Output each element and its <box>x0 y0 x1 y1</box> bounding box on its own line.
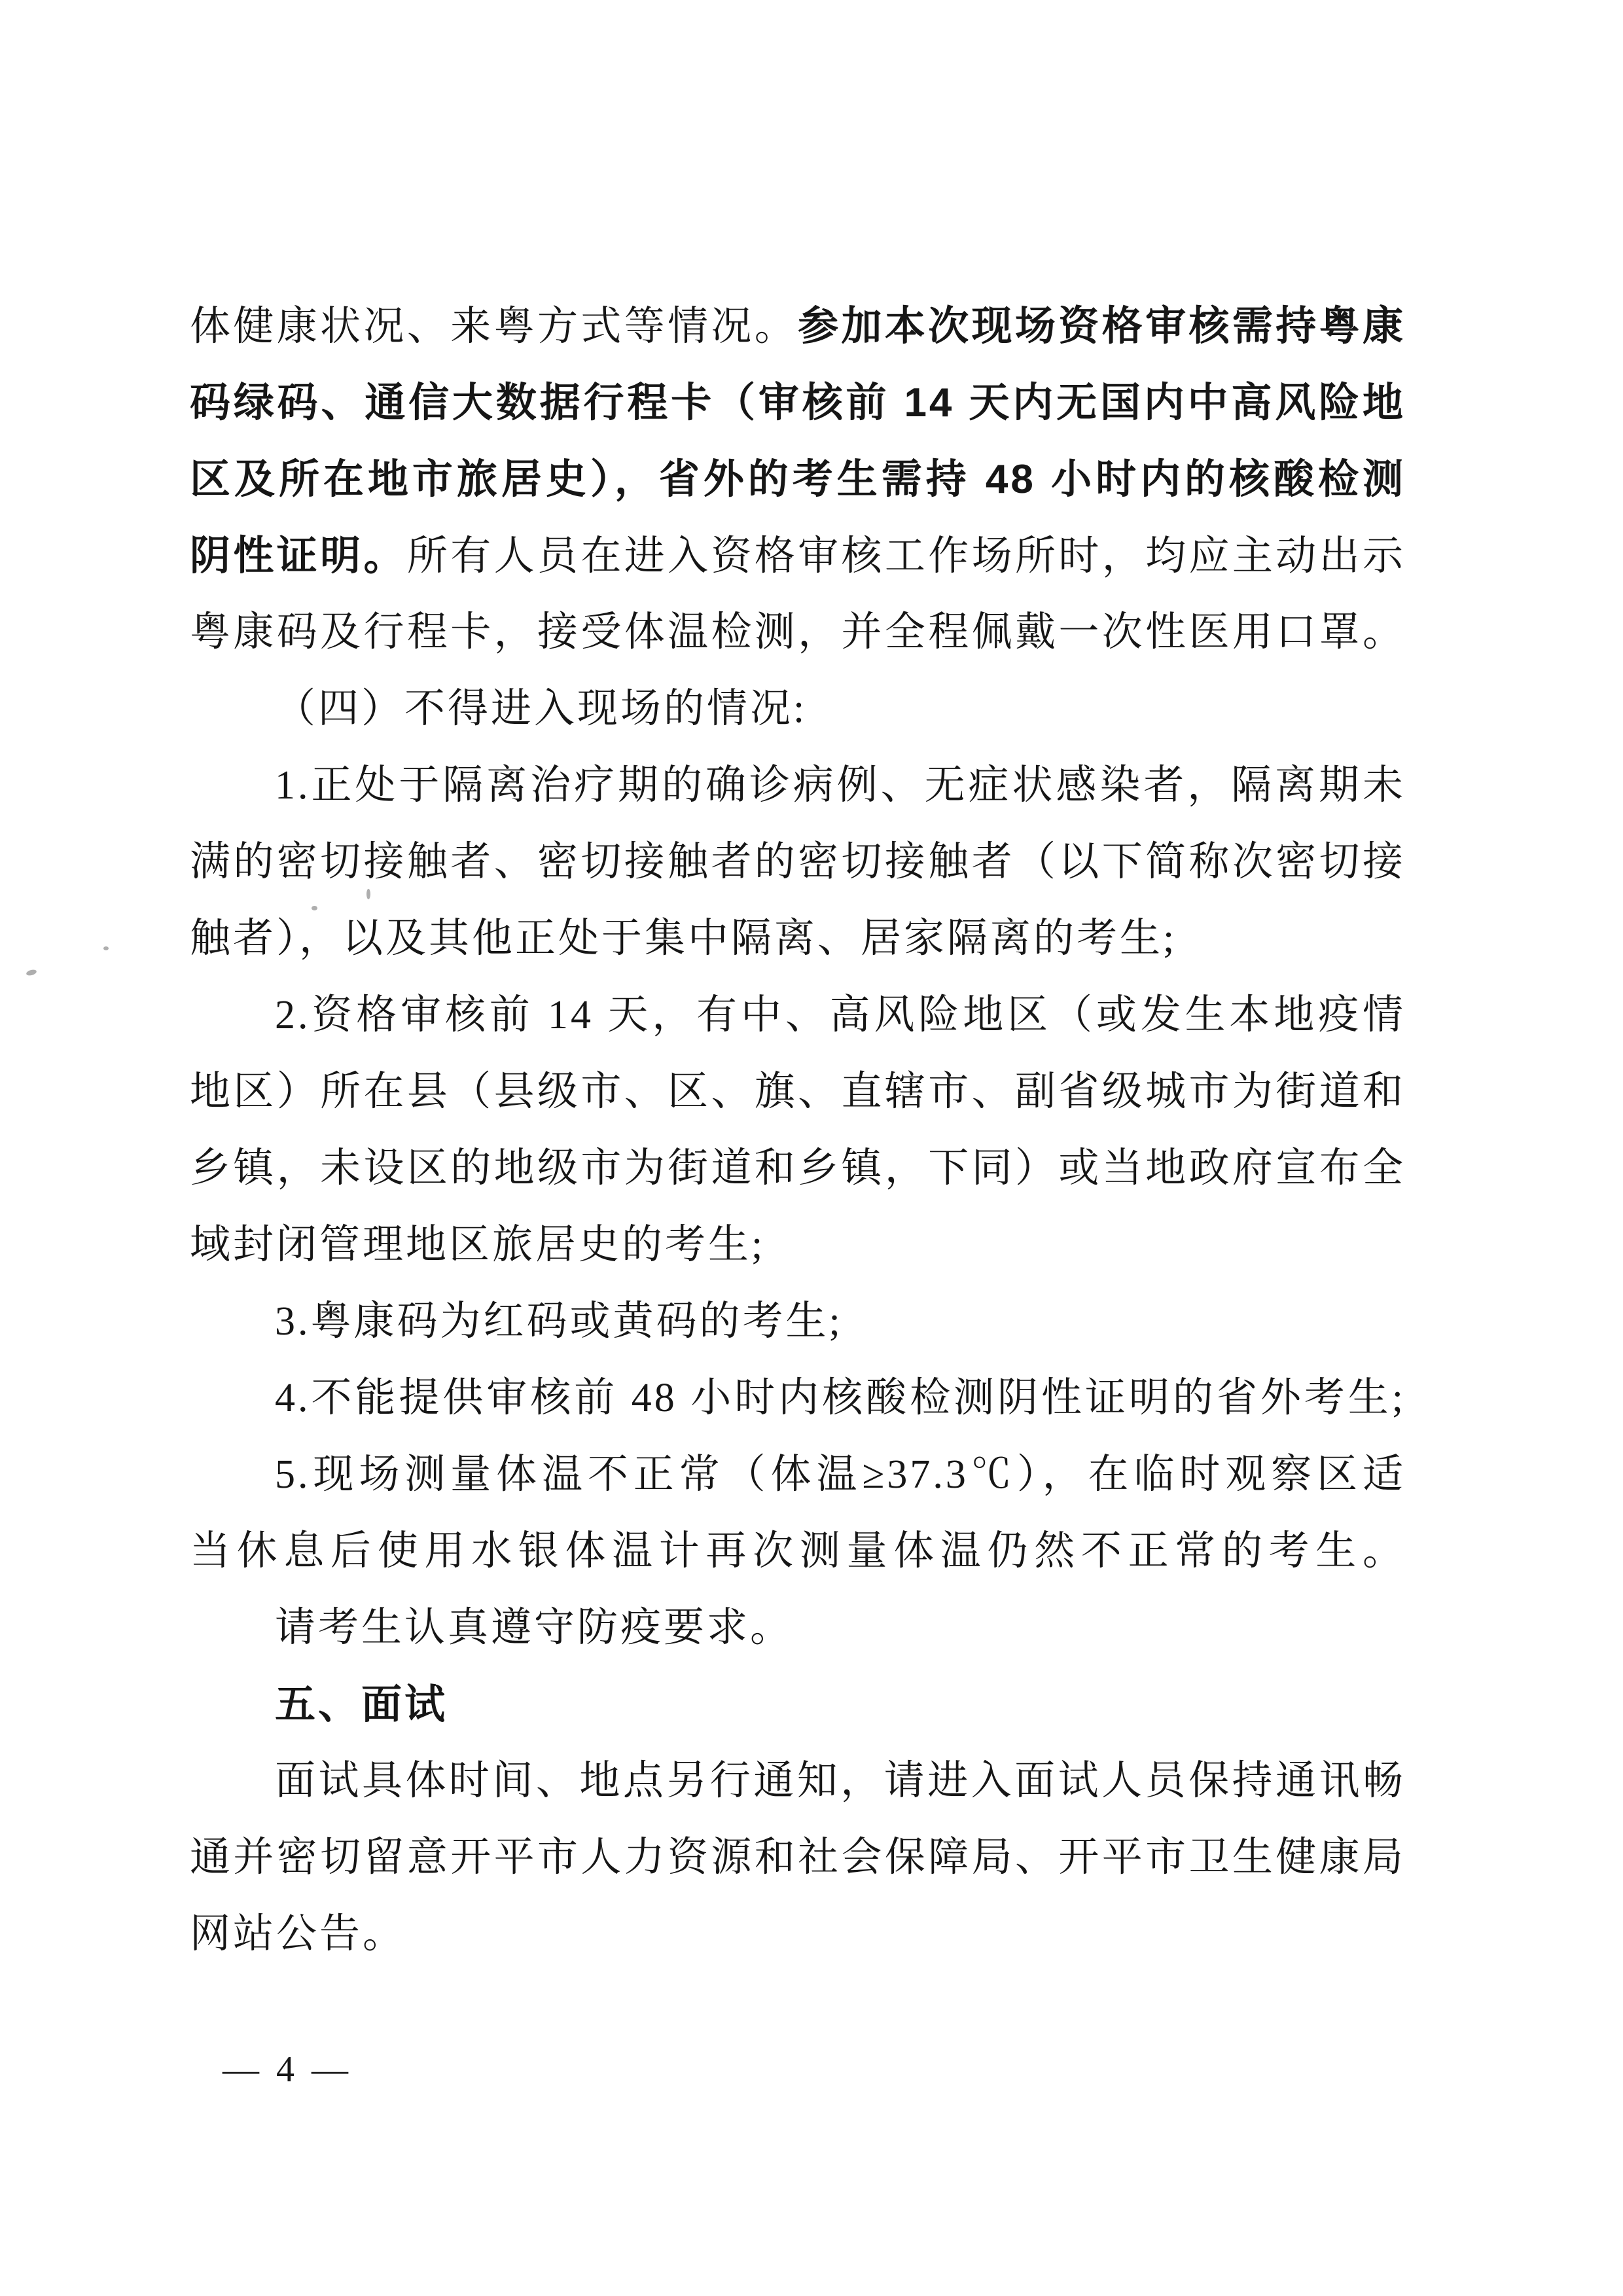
text-run: 1.正处于隔离治疗期的确诊病例、无症状感染者，隔离期未 <box>275 763 1406 808</box>
bold-text-run: 阴性证明。 <box>190 533 407 579</box>
text-run: 3.粤康码为红码或黄码的考生; <box>275 1299 843 1344</box>
text-line-14 <box>190 1283 1406 1360</box>
text-run: 5.现场测量体温不正常（体温≥37.3℃），在临时观察区适 <box>275 1452 1406 1497</box>
text-run: 满的密切接触者、密切接触者的密切接触者（以下简称次密切接 <box>190 840 1406 884</box>
text-line-18 <box>190 1590 1406 1666</box>
text-run: 地区）所在县（县级市、区、旗、直辖市、副省级城市为街道和 <box>190 1069 1406 1114</box>
text-line-20 <box>190 1743 1406 1820</box>
text-run: 当休息后使用水银体温计再次测量体温仍然不正常的考生。 <box>190 1529 1406 1573</box>
text-run: 通并密切留意开平市人力资源和社会保障局、开平市卫生健康局 <box>190 1835 1406 1880</box>
text-line-11 <box>190 1054 1406 1130</box>
text-line-1 <box>190 288 1406 365</box>
text-run: 所有人员在进入资格审核工作场所时，均应主动出示 <box>406 534 1406 579</box>
scan-artifact <box>312 906 317 910</box>
scan-artifact <box>366 889 370 899</box>
page-number: — 4 — <box>223 2049 352 2090</box>
text-line-13 <box>190 1207 1406 1283</box>
text-line-3 <box>190 441 1406 518</box>
text-line-9 <box>190 901 1406 977</box>
document-body <box>190 288 1406 1973</box>
bold-text-run: 参加本次现场资格审核需持粤康 <box>798 304 1406 349</box>
text-run: 面试具体时间、地点另行通知，请进入面试人员保持通讯畅 <box>275 1759 1406 1803</box>
text-run: 体健康状况、来粤方式等情况。 <box>190 304 798 349</box>
text-line-2 <box>190 365 1406 441</box>
text-run: 乡镇，未设区的地级市为街道和乡镇，下同）或当地政府宣布全 <box>190 1146 1406 1191</box>
text-line-16 <box>190 1437 1406 1513</box>
text-line-8 <box>190 824 1406 901</box>
scan-artifact <box>26 969 37 977</box>
text-run: 网站公告。 <box>190 1912 406 1956</box>
text-run: 触者），以及其他正处于集中隔离、居家隔离的考生; <box>190 916 1177 961</box>
text-line-21 <box>190 1820 1406 1896</box>
bold-text-run: 码绿码、通信大数据行程卡（审核前 14 天内无国内中高风险地 <box>190 380 1406 425</box>
text-run: 域封闭管理地区旅居史的考生; <box>190 1223 766 1267</box>
text-line-19 <box>190 1666 1406 1743</box>
bold-text-run: 区及所在地市旅居史），省外的考生需持 48 小时内的核酸检测 <box>190 457 1406 502</box>
text-line-10 <box>190 977 1406 1054</box>
scan-artifact <box>103 946 109 950</box>
text-run: 4.不能提供审核前 48 小时内核酸检测阴性证明的省外考生; <box>275 1376 1406 1420</box>
text-run: 请考生认真遵守防疫要求。 <box>275 1605 794 1650</box>
text-line-12 <box>190 1130 1406 1207</box>
text-line-22 <box>190 1896 1406 1973</box>
text-line-17 <box>190 1513 1406 1590</box>
text-line-15 <box>190 1360 1406 1437</box>
text-run: （四）不得进入现场的情况: <box>275 687 808 731</box>
text-run: 粤康码及行程卡，接受体温检测，并全程佩戴一次性医用口罩。 <box>190 610 1406 655</box>
bold-text-run: 五、面试 <box>275 1682 448 1727</box>
text-run: 2.资格审核前 14 天，有中、高风险地区（或发生本地疫情 <box>275 993 1406 1037</box>
text-line-4 <box>190 518 1406 594</box>
text-line-6 <box>190 671 1406 747</box>
text-line-7 <box>190 747 1406 824</box>
text-line-5 <box>190 594 1406 671</box>
